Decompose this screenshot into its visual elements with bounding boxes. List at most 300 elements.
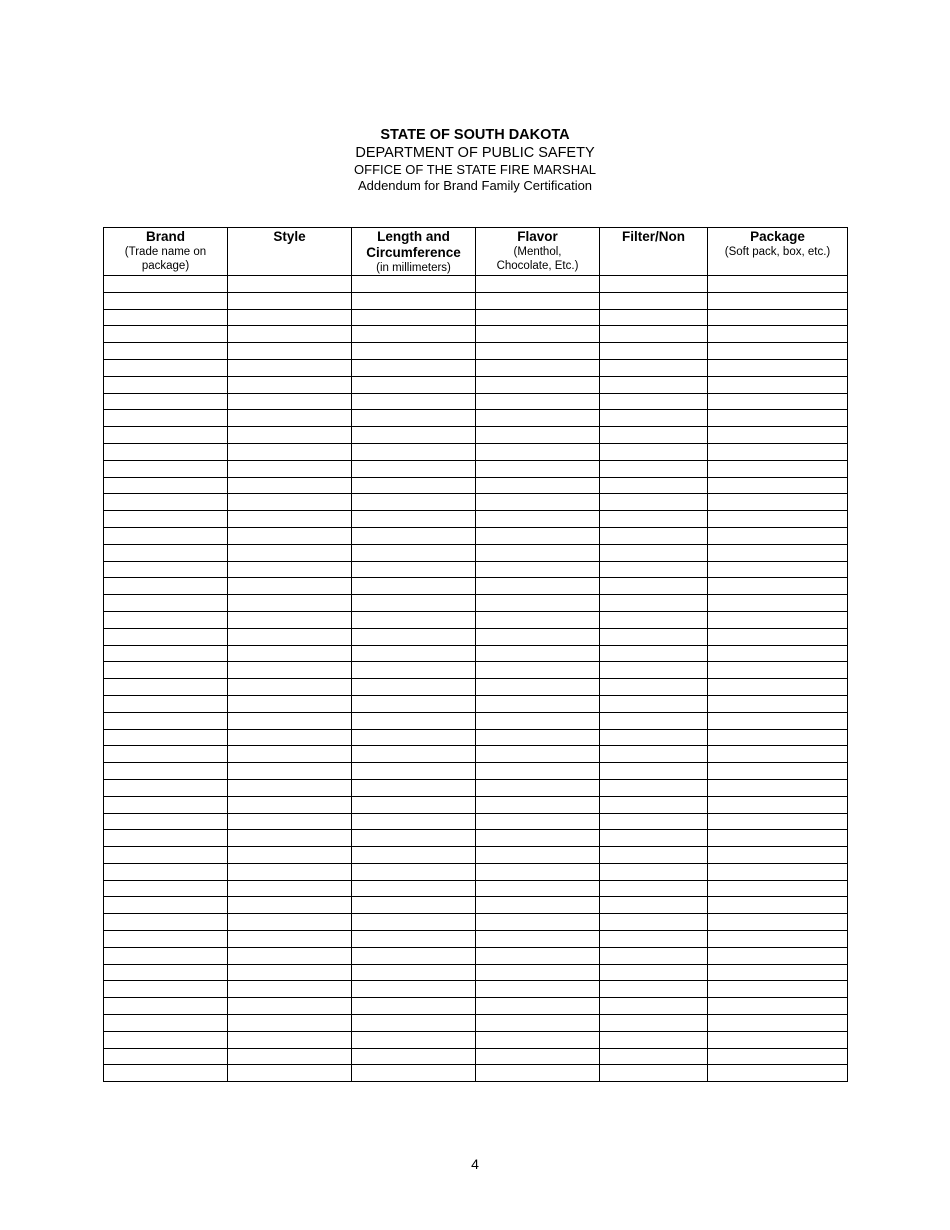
cell-package[interactable] [708, 578, 848, 595]
cell-filter[interactable] [600, 679, 708, 696]
cell-package[interactable] [708, 292, 848, 309]
cell-brand[interactable] [104, 947, 228, 964]
column-title: Brand [145, 229, 185, 244]
cell-brand[interactable] [104, 511, 228, 528]
cell-style[interactable] [228, 931, 352, 948]
department-title: DEPARTMENT OF PUBLIC SAFETY [355, 145, 595, 161]
cell-length-circumference[interactable] [352, 981, 476, 998]
cell-package[interactable] [708, 595, 848, 612]
cell-flavor[interactable] [476, 981, 600, 998]
cell-flavor[interactable] [476, 359, 600, 376]
cell-brand[interactable] [104, 527, 228, 544]
cell-flavor[interactable] [476, 477, 600, 494]
cell-brand[interactable] [104, 460, 228, 477]
cell-package[interactable] [708, 326, 848, 343]
cell-length-circumference[interactable] [352, 628, 476, 645]
cell-package[interactable] [708, 645, 848, 662]
cell-package[interactable] [708, 443, 848, 460]
cell-style[interactable] [228, 712, 352, 729]
cell-flavor[interactable] [476, 880, 600, 897]
cell-style[interactable] [228, 679, 352, 696]
table-row [104, 645, 848, 662]
cell-package[interactable] [708, 494, 848, 511]
cell-length-circumference[interactable] [352, 830, 476, 847]
cell-flavor[interactable] [476, 897, 600, 914]
cell-package[interactable] [708, 712, 848, 729]
cell-style[interactable] [228, 830, 352, 847]
cell-brand[interactable] [104, 729, 228, 746]
cell-filter[interactable] [600, 964, 708, 981]
cell-package[interactable] [708, 359, 848, 376]
cell-filter[interactable] [600, 494, 708, 511]
cell-package[interactable] [708, 561, 848, 578]
cell-style[interactable] [228, 527, 352, 544]
cell-style[interactable] [228, 645, 352, 662]
cell-style[interactable] [228, 796, 352, 813]
cell-package[interactable] [708, 376, 848, 393]
cell-brand[interactable] [104, 763, 228, 780]
cell-style[interactable] [228, 981, 352, 998]
cell-length-circumference[interactable] [352, 914, 476, 931]
table-row [104, 880, 848, 897]
cell-brand[interactable] [104, 830, 228, 847]
cell-package[interactable] [708, 729, 848, 746]
cell-filter[interactable] [600, 779, 708, 796]
cell-filter[interactable] [600, 897, 708, 914]
cell-filter[interactable] [600, 645, 708, 662]
cell-length-circumference[interactable] [352, 645, 476, 662]
cell-length-circumference[interactable] [352, 595, 476, 612]
cell-brand[interactable] [104, 494, 228, 511]
cell-package[interactable] [708, 964, 848, 981]
cell-filter[interactable] [600, 729, 708, 746]
cell-package[interactable] [708, 914, 848, 931]
cell-brand[interactable] [104, 679, 228, 696]
cell-filter[interactable] [600, 914, 708, 931]
cell-filter[interactable] [600, 460, 708, 477]
cell-style[interactable] [228, 561, 352, 578]
cell-length-circumference[interactable] [352, 712, 476, 729]
cell-flavor[interactable] [476, 914, 600, 931]
cell-filter[interactable] [600, 326, 708, 343]
cell-length-circumference[interactable] [352, 1048, 476, 1065]
cell-flavor[interactable] [476, 998, 600, 1015]
cell-length-circumference[interactable] [352, 847, 476, 864]
cell-brand[interactable] [104, 376, 228, 393]
cell-length-circumference[interactable] [352, 998, 476, 1015]
cell-flavor[interactable] [476, 662, 600, 679]
cell-filter[interactable] [600, 1015, 708, 1032]
cell-filter[interactable] [600, 1031, 708, 1048]
cell-flavor[interactable] [476, 796, 600, 813]
cell-brand[interactable] [104, 544, 228, 561]
cell-filter[interactable] [600, 712, 708, 729]
cell-brand[interactable] [104, 611, 228, 628]
cell-brand[interactable] [104, 561, 228, 578]
cell-style[interactable] [228, 477, 352, 494]
cell-style[interactable] [228, 729, 352, 746]
cell-flavor[interactable] [476, 863, 600, 880]
cell-style[interactable] [228, 847, 352, 864]
cell-filter[interactable] [600, 477, 708, 494]
cell-length-circumference[interactable] [352, 964, 476, 981]
cell-length-circumference[interactable] [352, 443, 476, 460]
cell-style[interactable] [228, 460, 352, 477]
cell-brand[interactable] [104, 695, 228, 712]
cell-brand[interactable] [104, 359, 228, 376]
cell-flavor[interactable] [476, 628, 600, 645]
cell-brand[interactable] [104, 309, 228, 326]
cell-flavor[interactable] [476, 779, 600, 796]
cell-filter[interactable] [600, 561, 708, 578]
cell-brand[interactable] [104, 595, 228, 612]
cell-brand[interactable] [104, 1031, 228, 1048]
cell-length-circumference[interactable] [352, 276, 476, 293]
cell-package[interactable] [708, 427, 848, 444]
cell-length-circumference[interactable] [352, 309, 476, 326]
cell-flavor[interactable] [476, 830, 600, 847]
cell-flavor[interactable] [476, 460, 600, 477]
cell-length-circumference[interactable] [352, 611, 476, 628]
cell-package[interactable] [708, 679, 848, 696]
cell-brand[interactable] [104, 880, 228, 897]
cell-filter[interactable] [600, 611, 708, 628]
cell-flavor[interactable] [476, 343, 600, 360]
cell-filter[interactable] [600, 746, 708, 763]
cell-package[interactable] [708, 343, 848, 360]
cell-length-circumference[interactable] [352, 326, 476, 343]
cell-flavor[interactable] [476, 611, 600, 628]
table-row [104, 276, 848, 293]
cell-package[interactable] [708, 998, 848, 1015]
cell-package[interactable] [708, 309, 848, 326]
cell-style[interactable] [228, 494, 352, 511]
cell-brand[interactable] [104, 964, 228, 981]
cell-filter[interactable] [600, 628, 708, 645]
cell-length-circumference[interactable] [352, 343, 476, 360]
cell-filter[interactable] [600, 796, 708, 813]
cell-filter[interactable] [600, 863, 708, 880]
cell-package[interactable] [708, 276, 848, 293]
cell-length-circumference[interactable] [352, 578, 476, 595]
cell-brand[interactable] [104, 931, 228, 948]
cell-length-circumference[interactable] [352, 359, 476, 376]
cell-style[interactable] [228, 880, 352, 897]
cell-length-circumference[interactable] [352, 729, 476, 746]
cell-flavor[interactable] [476, 847, 600, 864]
cell-brand[interactable] [104, 746, 228, 763]
cell-flavor[interactable] [476, 763, 600, 780]
cell-length-circumference[interactable] [352, 410, 476, 427]
table-body [104, 276, 848, 1082]
cell-style[interactable] [228, 595, 352, 612]
cell-package[interactable] [708, 511, 848, 528]
cell-length-circumference[interactable] [352, 947, 476, 964]
cell-flavor[interactable] [476, 712, 600, 729]
cell-filter[interactable] [600, 931, 708, 948]
cell-filter[interactable] [600, 813, 708, 830]
cell-package[interactable] [708, 813, 848, 830]
cell-package[interactable] [708, 947, 848, 964]
cell-filter[interactable] [600, 880, 708, 897]
cell-style[interactable] [228, 359, 352, 376]
cell-filter[interactable] [600, 1065, 708, 1082]
table-row [104, 695, 848, 712]
cell-style[interactable] [228, 427, 352, 444]
cell-package[interactable] [708, 628, 848, 645]
cell-length-circumference[interactable] [352, 393, 476, 410]
cell-package[interactable] [708, 1065, 848, 1082]
cell-brand[interactable] [104, 578, 228, 595]
cell-filter[interactable] [600, 578, 708, 595]
cell-package[interactable] [708, 544, 848, 561]
cell-length-circumference[interactable] [352, 1065, 476, 1082]
cell-flavor[interactable] [476, 1015, 600, 1032]
cell-style[interactable] [228, 1065, 352, 1082]
cell-style[interactable] [228, 544, 352, 561]
cell-brand[interactable] [104, 863, 228, 880]
cell-brand[interactable] [104, 427, 228, 444]
cell-length-circumference[interactable] [352, 1031, 476, 1048]
cell-package[interactable] [708, 611, 848, 628]
cell-brand[interactable] [104, 1065, 228, 1082]
cell-flavor[interactable] [476, 964, 600, 981]
cell-style[interactable] [228, 410, 352, 427]
cell-style[interactable] [228, 813, 352, 830]
cell-filter[interactable] [600, 276, 708, 293]
cell-style[interactable] [228, 914, 352, 931]
cell-package[interactable] [708, 847, 848, 864]
cell-style[interactable] [228, 746, 352, 763]
cell-package[interactable] [708, 931, 848, 948]
cell-package[interactable] [708, 393, 848, 410]
cell-length-circumference[interactable] [352, 763, 476, 780]
cell-length-circumference[interactable] [352, 796, 476, 813]
cell-length-circumference[interactable] [352, 779, 476, 796]
page-number: 4 [471, 1156, 479, 1172]
cell-flavor[interactable] [476, 309, 600, 326]
cell-filter[interactable] [600, 998, 708, 1015]
cell-length-circumference[interactable] [352, 544, 476, 561]
cell-package[interactable] [708, 863, 848, 880]
cell-flavor[interactable] [476, 746, 600, 763]
cell-brand[interactable] [104, 276, 228, 293]
cell-package[interactable] [708, 880, 848, 897]
cell-package[interactable] [708, 830, 848, 847]
cell-style[interactable] [228, 1048, 352, 1065]
cell-brand[interactable] [104, 998, 228, 1015]
cell-package[interactable] [708, 662, 848, 679]
cell-filter[interactable] [600, 309, 708, 326]
cell-brand[interactable] [104, 343, 228, 360]
cell-brand[interactable] [104, 326, 228, 343]
cell-style[interactable] [228, 276, 352, 293]
cell-flavor[interactable] [476, 326, 600, 343]
cell-package[interactable] [708, 410, 848, 427]
cell-flavor[interactable] [476, 292, 600, 309]
cell-flavor[interactable] [476, 1031, 600, 1048]
cell-brand[interactable] [104, 981, 228, 998]
cell-package[interactable] [708, 981, 848, 998]
cell-brand[interactable] [104, 410, 228, 427]
cell-flavor[interactable] [476, 813, 600, 830]
cell-brand[interactable] [104, 662, 228, 679]
table-row [104, 914, 848, 931]
cell-length-circumference[interactable] [352, 813, 476, 830]
table-row [104, 662, 848, 679]
cell-length-circumference[interactable] [352, 427, 476, 444]
cell-brand[interactable] [104, 712, 228, 729]
cell-filter[interactable] [600, 595, 708, 612]
cell-package[interactable] [708, 746, 848, 763]
cell-brand[interactable] [104, 796, 228, 813]
cell-filter[interactable] [600, 359, 708, 376]
cell-package[interactable] [708, 796, 848, 813]
cell-flavor[interactable] [476, 595, 600, 612]
cell-filter[interactable] [600, 410, 708, 427]
cell-package[interactable] [708, 695, 848, 712]
cell-flavor[interactable] [476, 376, 600, 393]
cell-flavor[interactable] [476, 947, 600, 964]
cell-length-circumference[interactable] [352, 494, 476, 511]
cell-flavor[interactable] [476, 561, 600, 578]
cell-style[interactable] [228, 662, 352, 679]
cell-style[interactable] [228, 376, 352, 393]
cell-style[interactable] [228, 947, 352, 964]
cell-style[interactable] [228, 964, 352, 981]
cell-flavor[interactable] [476, 645, 600, 662]
cell-filter[interactable] [600, 947, 708, 964]
cell-brand[interactable] [104, 779, 228, 796]
cell-filter[interactable] [600, 443, 708, 460]
cell-filter[interactable] [600, 343, 708, 360]
cell-flavor[interactable] [476, 527, 600, 544]
cell-filter[interactable] [600, 763, 708, 780]
cell-flavor[interactable] [476, 729, 600, 746]
cell-filter[interactable] [600, 292, 708, 309]
cell-flavor[interactable] [476, 410, 600, 427]
cell-style[interactable] [228, 628, 352, 645]
cell-brand[interactable] [104, 914, 228, 931]
cell-style[interactable] [228, 578, 352, 595]
cell-brand[interactable] [104, 813, 228, 830]
table-row [104, 326, 848, 343]
cell-style[interactable] [228, 511, 352, 528]
cell-style[interactable] [228, 443, 352, 460]
cell-package[interactable] [708, 763, 848, 780]
cell-length-circumference[interactable] [352, 477, 476, 494]
cell-length-circumference[interactable] [352, 897, 476, 914]
cell-filter[interactable] [600, 527, 708, 544]
cell-style[interactable] [228, 343, 352, 360]
cell-brand[interactable] [104, 1048, 228, 1065]
cell-package[interactable] [708, 1031, 848, 1048]
cell-length-circumference[interactable] [352, 662, 476, 679]
cell-flavor[interactable] [476, 679, 600, 696]
cell-length-circumference[interactable] [352, 746, 476, 763]
cell-length-circumference[interactable] [352, 561, 476, 578]
cell-length-circumference[interactable] [352, 679, 476, 696]
cell-package[interactable] [708, 1048, 848, 1065]
cell-package[interactable] [708, 527, 848, 544]
cell-brand[interactable] [104, 645, 228, 662]
cell-style[interactable] [228, 998, 352, 1015]
cell-filter[interactable] [600, 544, 708, 561]
cell-flavor[interactable] [476, 511, 600, 528]
cell-flavor[interactable] [476, 931, 600, 948]
cell-length-circumference[interactable] [352, 292, 476, 309]
cell-length-circumference[interactable] [352, 527, 476, 544]
cell-style[interactable] [228, 897, 352, 914]
cell-brand[interactable] [104, 292, 228, 309]
cell-filter[interactable] [600, 981, 708, 998]
cell-length-circumference[interactable] [352, 376, 476, 393]
cell-filter[interactable] [600, 376, 708, 393]
cell-flavor[interactable] [476, 544, 600, 561]
cell-style[interactable] [228, 326, 352, 343]
cell-package[interactable] [708, 779, 848, 796]
cell-flavor[interactable] [476, 393, 600, 410]
cell-length-circumference[interactable] [352, 695, 476, 712]
cell-flavor[interactable] [476, 578, 600, 595]
cell-brand[interactable] [104, 897, 228, 914]
cell-length-circumference[interactable] [352, 880, 476, 897]
cell-brand[interactable] [104, 847, 228, 864]
cell-brand[interactable] [104, 477, 228, 494]
cell-flavor[interactable] [476, 1048, 600, 1065]
cell-flavor[interactable] [476, 1065, 600, 1082]
cell-style[interactable] [228, 611, 352, 628]
cell-length-circumference[interactable] [352, 511, 476, 528]
cell-length-circumference[interactable] [352, 460, 476, 477]
cell-style[interactable] [228, 1015, 352, 1032]
cell-brand[interactable] [104, 393, 228, 410]
cell-filter[interactable] [600, 393, 708, 410]
cell-filter[interactable] [600, 511, 708, 528]
cell-length-circumference[interactable] [352, 863, 476, 880]
cell-filter[interactable] [600, 847, 708, 864]
cell-style[interactable] [228, 393, 352, 410]
cell-style[interactable] [228, 695, 352, 712]
cell-style[interactable] [228, 309, 352, 326]
cell-filter[interactable] [600, 662, 708, 679]
cell-package[interactable] [708, 897, 848, 914]
cell-style[interactable] [228, 292, 352, 309]
cell-flavor[interactable] [476, 443, 600, 460]
cell-package[interactable] [708, 1015, 848, 1032]
cell-length-circumference[interactable] [352, 931, 476, 948]
cell-style[interactable] [228, 1031, 352, 1048]
cell-style[interactable] [228, 779, 352, 796]
cell-filter[interactable] [600, 1048, 708, 1065]
cell-style[interactable] [228, 763, 352, 780]
cell-flavor[interactable] [476, 494, 600, 511]
cell-length-circumference[interactable] [352, 1015, 476, 1032]
cell-filter[interactable] [600, 427, 708, 444]
table-row [104, 931, 848, 948]
cell-flavor[interactable] [476, 695, 600, 712]
cell-filter[interactable] [600, 830, 708, 847]
cell-style[interactable] [228, 863, 352, 880]
cell-brand[interactable] [104, 1015, 228, 1032]
cell-brand[interactable] [104, 628, 228, 645]
cell-brand[interactable] [104, 443, 228, 460]
cell-flavor[interactable] [476, 427, 600, 444]
cell-package[interactable] [708, 460, 848, 477]
cell-flavor[interactable] [476, 276, 600, 293]
cell-filter[interactable] [600, 695, 708, 712]
cell-package[interactable] [708, 477, 848, 494]
